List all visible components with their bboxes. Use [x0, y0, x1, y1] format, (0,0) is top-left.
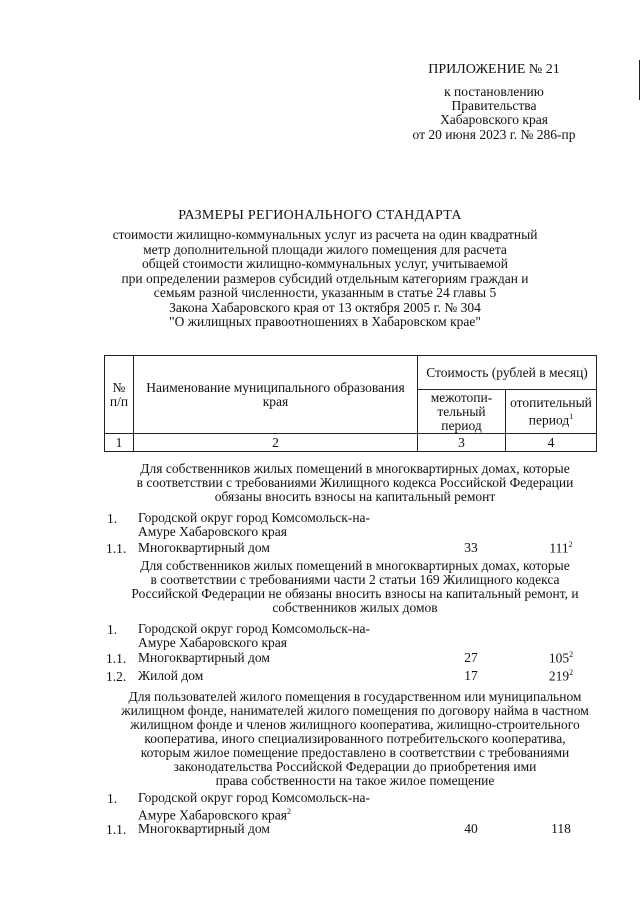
appendix-number: ПРИЛОЖЕНИЕ № 21 [428, 62, 560, 77]
col-interheating-header: межотопи-тельный период [418, 390, 506, 434]
row-name: Многоквартирный дом [138, 650, 270, 665]
section-title: Для собственников жилых помещений в многоквартирных домах, которые в соответствии с требованиями Жилищного кодекса Российской Федерации обязаны вносить взносы на капитальный ремонт [136, 461, 574, 504]
document-subtitle: стоимости жилищно-коммунальных услуг из расчета на один квадратный метр дополнительной площади жилого помещения для расчета общей стоимости жилищно-коммунальных услуг, учитываемой при определении размеров субсидий отдельным категориям граждан и семьям разной численности, указанным в статье 24 главы 5 Закона Хабаровского края от 13 октября 2005 г. № 304 "О жилищных правоотношениях в Хабаровском крае" [112, 227, 538, 329]
col-cost-header: Стоимость (рублей в месяц) [418, 356, 597, 390]
row-number: 1. [107, 511, 118, 526]
value-heating: $219^2$ [548, 668, 574, 684]
row-number: 1. [107, 622, 118, 637]
table-header [104, 355, 597, 452]
header-line-3: Хабаровского края [440, 112, 548, 127]
value-heating: $111^2$ [549, 540, 573, 556]
row-name: Многоквартирный дом [138, 821, 270, 836]
value-heating: $105^2$ [548, 650, 574, 666]
col-index: 3 [418, 434, 506, 452]
col-name-header: Наименование муниципального образования края [134, 356, 418, 434]
row-name: Жилой дом [138, 668, 204, 683]
value-interheating: 33 [464, 540, 478, 555]
header-line-2: Правительства [451, 98, 537, 113]
col-index: 1 [105, 434, 134, 452]
header-line-1: к постановлению [444, 84, 544, 99]
col-index: 2 [134, 434, 418, 452]
section-title: Для собственников жилых помещений в многоквартирных домах, которые в соответствии с требованиями части 2 статьи 169 Жилищного кодекса Российской Федерации не обязаны вносить взносы на капитальный ремонт, и собственников жилых домов [131, 558, 579, 615]
row-number: 1.1. [106, 541, 127, 556]
okrug-name: Городской округ город Комсомольск-на- Амуре Хабаровского края [138, 510, 371, 539]
document-title: РАЗМЕРЫ РЕГИОНАЛЬНОГО СТАНДАРТА [178, 208, 462, 223]
row-number: 1. [107, 791, 118, 806]
okrug-name: Городской округ город Комсомольск-на- Амуре Хабаровского края$^2$ [138, 790, 371, 823]
value-interheating: 17 [464, 668, 478, 683]
row-number: 1.1. [106, 651, 127, 666]
col-num-header: № п/п [105, 356, 134, 434]
value-heating: 118 [551, 821, 571, 836]
value-interheating: 27 [464, 650, 478, 665]
row-name: Многоквартирный дом [138, 540, 270, 555]
col-index: 4 [506, 434, 597, 452]
row-number: 1.1. [106, 822, 127, 837]
header-line-4: от 20 июня 2023 г. № 286-пр [412, 127, 576, 142]
value-interheating: 40 [464, 821, 478, 836]
section-title: Для пользователей жилого помещения в государственном или муниципальном жилищном фонде, нанимателей жилого помещения по договору найма в частном жилищном фонде и членов жилищного кооператива, жилищно-строительного кооператива, иного специализированного потребительского кооператива, которым жилое помещение предоставлено в соответствии с требованиями законодательства Российской Федерации до приобретения ими права собственности на такое жилое помещение [121, 689, 589, 788]
okrug-name: Городской округ город Комсомольск-на- Амуре Хабаровского края [138, 621, 371, 650]
row-number: 1.2. [106, 669, 127, 684]
col-heating-header: отопительный период$^1$ [506, 390, 597, 434]
